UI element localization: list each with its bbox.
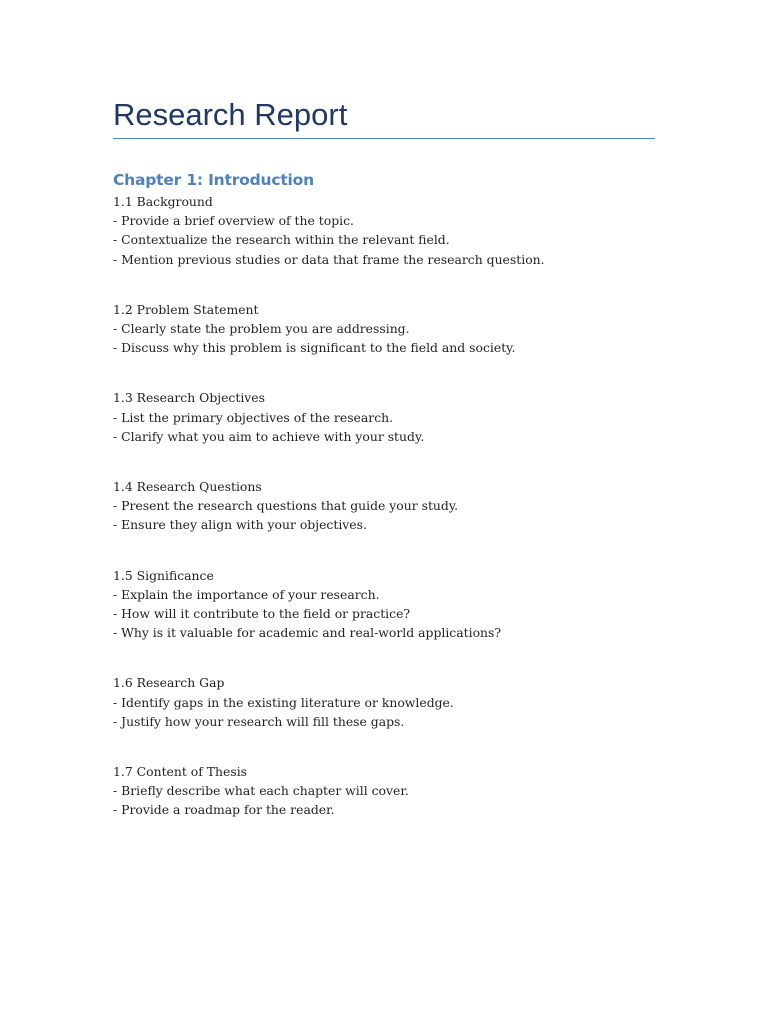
bullet-item: - How will it contribute to the field or practice? bbox=[113, 606, 411, 622]
bullet-item: - Clearly state the problem you are addressing. bbox=[113, 321, 410, 337]
document-page bbox=[113, 96, 655, 820]
bullet-item: - Present the research questions that guide your study. bbox=[113, 498, 459, 514]
bullet-item: - Ensure they align with your objectives. bbox=[113, 517, 367, 533]
bullet-item: - Briefly describe what each chapter will cover. bbox=[113, 783, 409, 799]
section-1-2 bbox=[113, 300, 655, 358]
bullet-item: - Justify how your research will fill these gaps. bbox=[113, 713, 405, 729]
section-1-4 bbox=[113, 477, 655, 535]
bullet-item: - Discuss why this problem is significant to the field and society. bbox=[113, 340, 516, 356]
section-heading: 1.7 Content of Thesis bbox=[113, 764, 248, 780]
bullet-item: - Provide a brief overview of the topic. bbox=[113, 213, 354, 229]
bullet-item: - Why is it valuable for academic and real-world applications? bbox=[113, 625, 502, 641]
bullet-item: - List the primary objectives of the research. bbox=[113, 409, 394, 425]
section-1-1 bbox=[113, 192, 655, 269]
section-heading: 1.6 Research Gap bbox=[113, 675, 225, 691]
bullet-item: - Contextualize the research within the relevant field. bbox=[113, 232, 450, 248]
section-heading: 1.4 Research Questions bbox=[113, 479, 262, 495]
chapter-heading: Chapter 1: Introduction bbox=[113, 171, 314, 189]
bullet-item: - Provide a roadmap for the reader. bbox=[113, 802, 335, 818]
section-1-5 bbox=[113, 566, 655, 643]
title-divider bbox=[113, 138, 655, 139]
section-heading: 1.1 Background bbox=[113, 194, 213, 209]
document-title: Research Report bbox=[113, 97, 348, 132]
section-heading: 1.2 Problem Statement bbox=[113, 301, 259, 317]
bullet-item: - Explain the importance of your research. bbox=[113, 586, 380, 602]
section-1-3 bbox=[113, 388, 655, 446]
bullet-item: - Mention previous studies or data that frame the research question. bbox=[113, 251, 545, 267]
section-1-7 bbox=[113, 762, 655, 820]
bullet-item: - Clarify what you aim to achieve with your study. bbox=[113, 428, 425, 444]
section-1-6 bbox=[113, 673, 655, 731]
section-heading: 1.3 Research Objectives bbox=[113, 390, 266, 406]
section-list bbox=[113, 192, 655, 820]
section-heading: 1.5 Significance bbox=[113, 567, 214, 583]
bullet-item: - Identify gaps in the existing literature or knowledge. bbox=[113, 694, 454, 710]
